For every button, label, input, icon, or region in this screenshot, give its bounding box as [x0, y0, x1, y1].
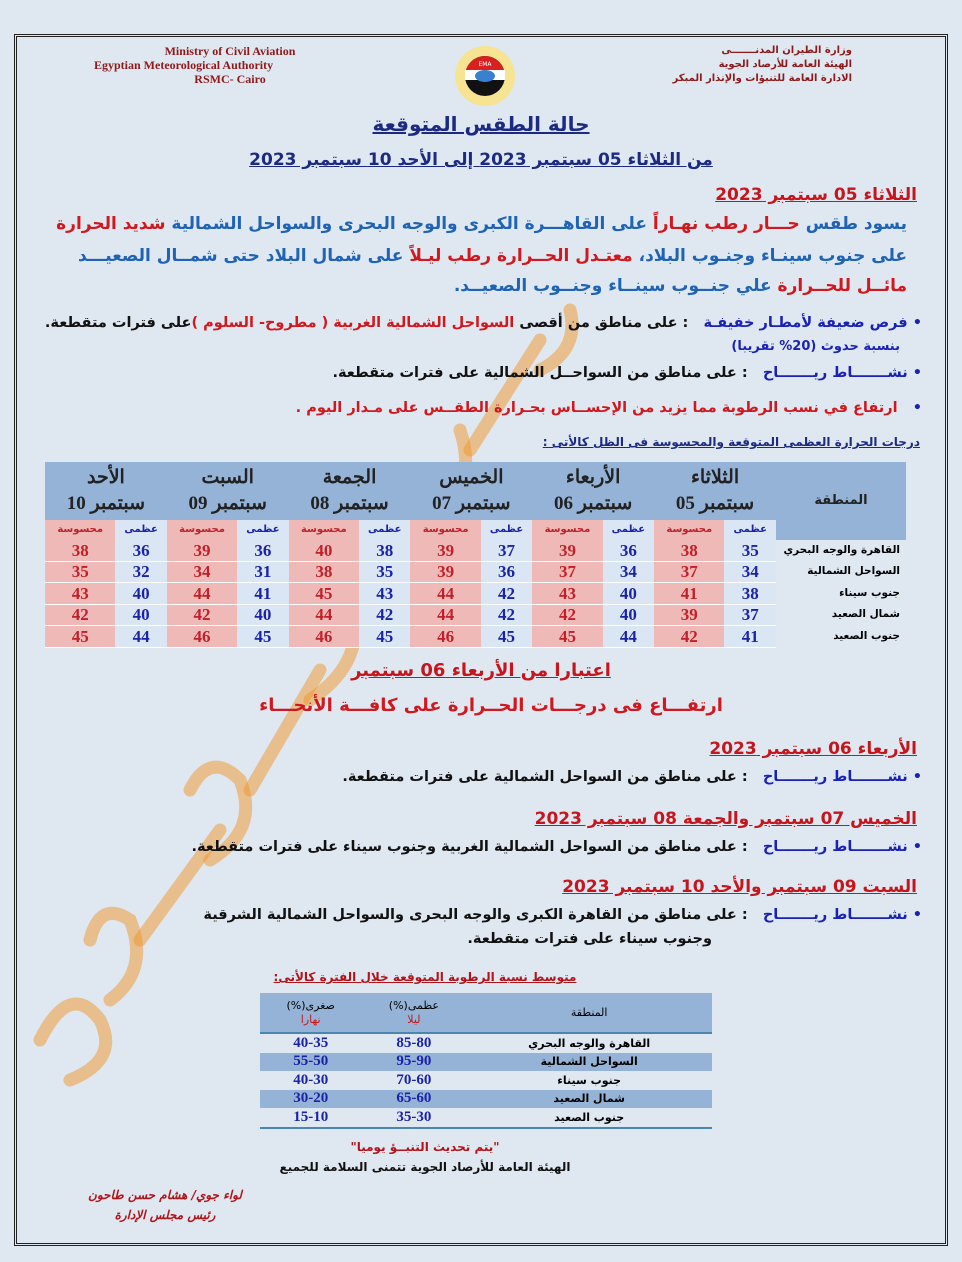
humidity-bullet: • ارتفاع في نسب الرطوبة مما يزيد من الإحســاس بحـرارة الطقــس على مـدار اليوم .: [295, 400, 922, 416]
feels-like-label: محسوسة: [410, 520, 480, 540]
wind-text: : على مناطق من السواحل الشمالية الغربية وجنوب سيناء على فترات متقطعة.: [191, 839, 748, 855]
paragraph-segment: على القاهـــرة الكبرى والوجه البحرى والسواحل الشمالية: [165, 214, 647, 234]
humidity-max-header: عظمى(%) ليلا: [361, 993, 466, 1033]
max-temp: 36: [481, 561, 532, 583]
wind-bullet: [191, 838, 922, 856]
table-caption: درجات الحرارة العظمى المتوقعة والمحسوسة فى الظل كالأتى :: [542, 435, 920, 449]
day-header: [654, 462, 776, 520]
max-temp: 42: [359, 604, 410, 626]
max-label: عظمى: [359, 520, 410, 540]
humidity-max: 95-90: [361, 1053, 466, 1072]
wind-text: : على مناطق من القاهرة الكبرى والوجه البحرى والسواحل الشمالية الشرقية: [203, 907, 748, 923]
feels-like-temp: 42: [167, 604, 237, 626]
table-row: [45, 561, 906, 583]
region-name: القاهرة والوجه البحري: [776, 540, 906, 561]
max-temp: 36: [237, 540, 288, 561]
day-heading: الخميس 07 سبتمبر والجمعة 08 سبتمبر 2023: [534, 809, 917, 829]
authority-name-ar: الهيئة العامة للأرصاد الجوية: [718, 59, 852, 70]
feels-like-temp: 37: [532, 561, 602, 583]
day-name: الأربعاء: [565, 467, 621, 488]
feels-like-temp: 46: [167, 626, 237, 648]
max-temp: 45: [481, 626, 532, 648]
wind-label: نشـــــــاط ريـــــــاح: [762, 839, 908, 855]
max-temp: 36: [603, 540, 654, 561]
max-temp: 41: [724, 626, 776, 648]
table-row: [260, 1090, 712, 1109]
humidity-max: 65-60: [361, 1090, 466, 1109]
max-temp: 34: [724, 561, 776, 583]
max-temp: 35: [359, 561, 410, 583]
bullet-dot: •: [907, 907, 922, 923]
feels-like-label: محسوسة: [654, 520, 724, 540]
paragraph-segment: مائــل للحــرارة: [771, 276, 907, 296]
signature-name: لواء جوي/ هشام حسن طاحون: [88, 1188, 242, 1202]
wind-text-continued: وجنوب سيناء على فترات متقطعة.: [467, 931, 712, 947]
max-temp: 37: [481, 540, 532, 561]
max-label: عظمى: [603, 520, 654, 540]
authority-name: Egyptian Meteorological Authority: [94, 58, 274, 72]
feels-like-temp: 42: [532, 604, 602, 626]
feels-like-temp: 38: [289, 561, 359, 583]
rain-region: السواحل الشمالية الغربية ( مطروح- السلوم ): [191, 315, 515, 331]
max-temp: 43: [359, 583, 410, 605]
humidity-max: 35-30: [361, 1108, 466, 1128]
humidity-min: 55-50: [260, 1053, 361, 1072]
temperature-table: [45, 462, 906, 648]
paragraph-segment: معتـدل الحــرارة رطب ليـلاً: [403, 246, 633, 266]
max-label: عظمى: [481, 520, 532, 540]
feels-like-temp: 44: [289, 604, 359, 626]
day-date: 09 سبتمبر: [188, 493, 267, 514]
ministry-name-ar: وزارة الطيران المدنـــــــى: [721, 45, 852, 56]
center-name: RSMC- Cairo: [194, 72, 266, 86]
rain-label: فرص ضعيفة لأمطـار خفيفـة: [703, 315, 908, 331]
day-heading: الأربعاء 06 سبتمبر 2023: [709, 739, 917, 759]
paragraph-segment: على جنوب سينـاء وجنـوب البلاد،: [632, 246, 907, 266]
humidity-min: 15-10: [260, 1108, 361, 1128]
feels-like-temp: 39: [410, 561, 480, 583]
max-label: عظمى: [115, 520, 166, 540]
max-temp: 41: [237, 583, 288, 605]
day-date: 08 سبتمبر: [310, 493, 389, 514]
day-date: 10 سبتمبر: [66, 493, 146, 514]
humidity-min: 40-30: [293, 1071, 329, 1088]
paragraph-line: [78, 245, 907, 267]
region-name: جنوب الصعيد: [466, 1108, 712, 1128]
max-temp: 44: [603, 626, 654, 648]
max-temp: 42: [481, 604, 532, 626]
feels-like-temp: 46: [410, 626, 480, 648]
feels-like-temp: 46: [289, 626, 359, 648]
bullet-dot: •: [907, 769, 922, 785]
header-english: [80, 44, 380, 86]
wind-bullet: [203, 906, 922, 924]
max-temp: 36: [115, 540, 166, 561]
feels-like-label: محسوسة: [532, 520, 602, 540]
feels-like-temp: 39: [410, 540, 480, 561]
max-temp: 38: [724, 583, 776, 605]
page-title: حالة الطقس المتوقعة: [372, 112, 590, 136]
logo-text: EMA: [478, 61, 492, 68]
table-row: [45, 583, 906, 605]
paragraph-line: [56, 213, 907, 235]
wind-text: : على مناطق من السواحــل الشمالية على فترات متقطعة.: [332, 365, 748, 381]
feels-like-temp: 43: [45, 583, 115, 605]
max-temp: 34: [603, 561, 654, 583]
bullet-dot: •: [907, 839, 922, 855]
feels-like-temp: 43: [532, 583, 602, 605]
region-name: السواحل الشمالية: [466, 1053, 712, 1072]
day-date: 07 سبتمبر: [432, 493, 511, 514]
day-header: [45, 462, 167, 520]
paragraph-segment: على شمال البلاد حتى شمــال الصعيـــد: [78, 246, 404, 266]
region-name: جنوب الصعيد: [776, 626, 906, 648]
max-temp: 31: [237, 561, 288, 583]
day-name: السبت: [201, 467, 254, 488]
day-date: 05 سبتمبر: [675, 493, 755, 514]
feels-like-temp: 44: [410, 604, 480, 626]
humidity-max: 85-80: [396, 1034, 432, 1051]
rain-text: : على مناطق من أقصى: [514, 315, 689, 331]
feels-like-temp: 39: [167, 540, 237, 561]
table-row: [45, 626, 906, 648]
table-row: [260, 1071, 712, 1090]
wind-bullet: [342, 768, 922, 786]
day-header: [410, 462, 532, 520]
day-header: [289, 462, 411, 520]
feels-like-temp: 37: [654, 561, 724, 583]
region-name: جنوب سيناء: [776, 583, 906, 605]
feels-like-label: محسوسة: [289, 520, 359, 540]
signature-title: رئيس مجلس الإدارة: [114, 1208, 216, 1222]
humidity-caption: متوسط نسبة الرطوبة المتوقعة خلال الفترة كالأتى:: [273, 970, 577, 984]
max-temp: 40: [603, 604, 654, 626]
day-name: الأحد: [86, 467, 125, 488]
day1-heading: الثلاثاء 05 سبتمبر 2023: [715, 185, 917, 205]
table-row: [260, 1033, 712, 1053]
max-temp: 44: [115, 626, 166, 648]
humidity-max: 70-60: [396, 1071, 432, 1088]
table-row: [45, 604, 906, 626]
table-row: [260, 1053, 712, 1072]
department-name-ar: الادارة العامة للتنبؤات والإنذار المبكر: [672, 73, 852, 84]
feels-like-temp: 39: [532, 540, 602, 561]
feels-like-temp: 38: [654, 540, 724, 561]
feels-like-temp: 42: [45, 604, 115, 626]
day-name: الجمعة: [322, 467, 377, 488]
rain-bullet: • فرص ضعيفة لأمطـار خفيفـة : على مناطق من أقصى السواحل الشمالية الغربية ( مطروح- السلوم )على فترات متقطعة.: [44, 315, 922, 331]
wind-label: نشـــــــاط ريـــــــاح: [762, 365, 908, 381]
region-name: السواحل الشمالية: [776, 561, 906, 583]
region-name: شمال الصعيد: [466, 1090, 712, 1109]
humidity-region-header: المنطقة: [466, 993, 712, 1033]
region-header: المنطقة: [776, 462, 906, 540]
humidity-min-header: صغرى(%) نهارا: [260, 993, 361, 1033]
wind-text: : على مناطق من السواحل الشمالية على فترات متقطعة.: [342, 769, 748, 785]
feels-like-temp: 44: [410, 583, 480, 605]
day-name: الخميس: [439, 467, 504, 488]
humidity-table: [260, 993, 712, 1129]
max-temp: 45: [237, 626, 288, 648]
update-note: "يتم تحديث التنبــؤ يوميا": [350, 1140, 500, 1154]
rain-text-end: على فترات متقطعة.: [44, 315, 192, 331]
feels-like-temp: 39: [654, 604, 724, 626]
max-temp: 40: [115, 583, 166, 605]
feels-like-temp: 42: [654, 626, 724, 648]
header-arabic: [592, 44, 852, 86]
feels-like-temp: 40: [289, 540, 359, 561]
day-heading: السبت 09 سبتمبر والأحد 10 سبتمبر 2023: [562, 877, 917, 897]
max-temp: 45: [359, 626, 410, 648]
paragraph-segment: شديد الحرارة: [56, 214, 166, 234]
paragraph-line: [454, 275, 907, 297]
trend-heading: اعتبارا من الأربعاء 06 سبتمبر: [351, 660, 611, 681]
max-temp: 38: [359, 540, 410, 561]
day-header: [167, 462, 289, 520]
feels-like-temp: 41: [654, 583, 724, 605]
table-row: [45, 540, 906, 561]
max-label: عظمى: [724, 520, 776, 540]
day-name: الثلاثاء: [690, 467, 740, 488]
ministry-name: Ministry of Civil Aviation: [164, 44, 296, 58]
humidity-min: 40-35: [293, 1034, 329, 1051]
table-row: [260, 1108, 712, 1128]
max-label: عظمى: [237, 520, 288, 540]
feels-like-label: محسوسة: [167, 520, 237, 540]
feels-like-temp: 34: [167, 561, 237, 583]
region-name: القاهرة والوجه البحري: [528, 1036, 651, 1050]
greeting: الهيئة العامة للأرصاد الجوية تتمنى السلامة للجميع: [279, 1160, 571, 1174]
wind-label: نشـــــــاط ريـــــــاح: [762, 769, 908, 785]
humidity-min: 30-20: [260, 1090, 361, 1109]
region-name: جنوب سيناء: [557, 1073, 622, 1087]
max-temp: 37: [724, 604, 776, 626]
feels-like-temp: 45: [45, 626, 115, 648]
feels-like-temp: 44: [167, 583, 237, 605]
max-temp: 35: [724, 540, 776, 561]
day-header: [532, 462, 654, 520]
feels-like-temp: 38: [45, 540, 115, 561]
ema-logo: [455, 40, 515, 112]
paragraph-segment: حـــار رطب نهـاراً: [646, 214, 800, 234]
max-temp: 42: [481, 583, 532, 605]
humidity-note: ارتفاع في نسب الرطوبة مما يزيد من الإحســاس بحـرارة الطقــس على مـدار اليوم .: [295, 400, 898, 416]
page-subtitle: من الثلاثاء 05 سبتمبر 2023 إلى الأحد 10 سبتمبر 2023: [249, 150, 713, 170]
trend-text: ارتفـــاع فى درجـــات الحــرارة على كافـــة الأنحـــاء: [259, 695, 723, 716]
feels-like-temp: 35: [45, 561, 115, 583]
max-temp: 40: [603, 583, 654, 605]
paragraph-segment: يسود طقس: [799, 214, 907, 234]
feels-like-temp: 45: [532, 626, 602, 648]
feels-like-label: محسوسة: [45, 520, 115, 540]
region-name: شمال الصعيد: [776, 604, 906, 626]
wind-bullet: • نشـــــــاط ريـــــــاح : على مناطق من السواحــل الشمالية على فترات متقطعة.: [332, 365, 922, 381]
max-temp: 32: [115, 561, 166, 583]
paragraph-segment: علي جنــوب سينــاء وجنــوب الصعيــد.: [453, 276, 772, 296]
wind-label: نشـــــــاط ريـــــــاح: [762, 907, 908, 923]
feels-like-temp: 45: [289, 583, 359, 605]
day-date: 06 سبتمبر: [553, 493, 633, 514]
rain-probability: بنسبة حدوث (20% تقريبا): [731, 339, 900, 354]
max-temp: 40: [237, 604, 288, 626]
max-temp: 40: [115, 604, 166, 626]
